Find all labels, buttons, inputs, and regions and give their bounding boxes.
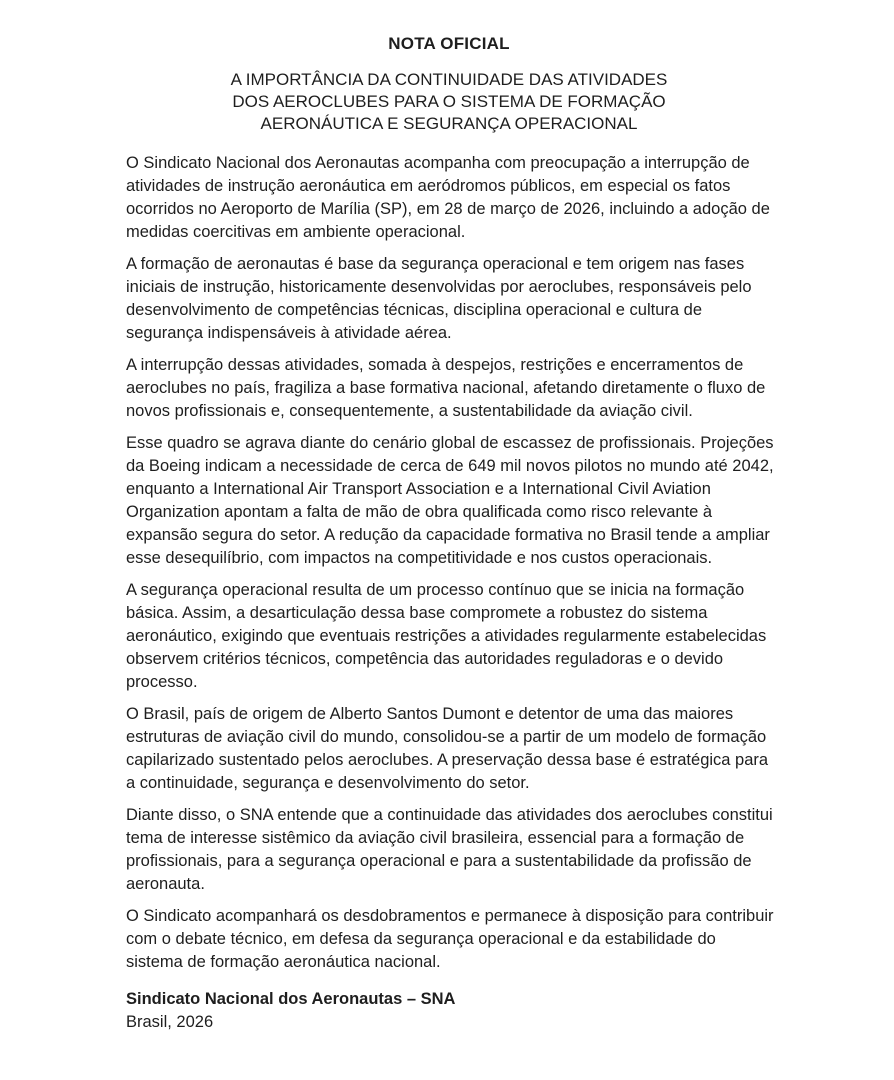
paragraph-training-foundation: A formação de aeronautas é base da segurança operacional e tem origem nas fases iniciais de instrução, historicamente desenvolvidas por aeroclubes, responsáveis pelo desenvolvimento de competências técnicas, disciplina operacional e cultura de segurança indispensáveis à atividade aérea. [126, 255, 752, 342]
document-title: NOTA OFICIAL [388, 34, 510, 53]
paragraph-interruption-concern: O Sindicato Nacional dos Aeronautas acompanha com preocupação a interrupção de atividades de instrução aeronáutica em aeródromos públicos, em especial os fatos ocorridos no Aeroporto de Marília (SP), em 28 de março de 2026, incluindo a adoção de medidas coercitivas em ambiente operacional. [126, 154, 770, 241]
signature-place-year: Brasil, 2026 [126, 1013, 214, 1031]
paragraph-operational-safety-process: A segurança operacional resulta de um processo contínuo que se inicia na formação básica. Assim, a desarticulação dessa base compromete a robustez do sistema aeronáutico, exigindo que eventuais restrições a atividades regularmente estabelecidas observem critérios técnicos, competência das autoridades reguladoras e o devido processo. [126, 581, 767, 691]
signature-block [126, 988, 772, 1034]
paragraph-closing-commitment: O Sindicato acompanhará os desdobramentos e permanece à disposição para contribuir com o debate técnico, em defesa da segurança operacional e da estabilidade do sistema de formação aeronáutica nacional. [126, 907, 774, 971]
subtitle-line-3: AERONÁUTICA E SEGURANÇA OPERACIONAL [260, 114, 638, 133]
document-subtitle [126, 69, 772, 135]
paragraph-fragilized-base: A interrupção dessas atividades, somada à despejos, restrições e encerramentos de aeroclubes no país, fragiliza a base formativa nacional, afetando diretamente o fluxo de novos profissionais e, consequentemente, a sustentabilidade da aviação civil. [126, 356, 766, 420]
document-body [126, 152, 774, 974]
paragraph-sna-position: Diante disso, o SNA entende que a continuidade das atividades dos aeroclubes constitui tema de interesse sistêmico da aviação civil brasileira, essencial para a formação de profissionais, para a segurança operacional e para a sustentabilidade da profissão de aeronauta. [126, 806, 773, 893]
paragraph-brazil-santos-dumont: O Brasil, país de origem de Alberto Santos Dumont e detentor de uma das maiores estruturas de aviação civil do mundo, consolidou-se a partir de um modelo de formação capilarizado sustentado pelos aeroclubes. A preservação dessa base é estratégica para a continuidade, segurança e desenvolvimento do setor. [126, 705, 769, 792]
subtitle-line-2: DOS AEROCLUBES PARA O SISTEMA DE FORMAÇÃO [232, 92, 666, 111]
paragraph-global-pilot-shortage: Esse quadro se agrava diante do cenário global de escassez de profissionais. Projeções da Boeing indicam a necessidade de cerca de 649 mil novos pilotos no mundo até 2042, enquanto a International Air Transport Association e a International Civil Aviation Organization apontam a falta de mão de obra qualificada como risco relevante à expansão segura do setor. A redução da capacidade formativa no Brasil tende a ampliar esse desequilíbrio, com impactos na competitividade e nos custos operacionais. [126, 434, 774, 567]
subtitle-line-1: A IMPORTÂNCIA DA CONTINUIDADE DAS ATIVIDADES [230, 70, 668, 89]
signature-name: Sindicato Nacional dos Aeronautas – SNA [126, 990, 456, 1008]
